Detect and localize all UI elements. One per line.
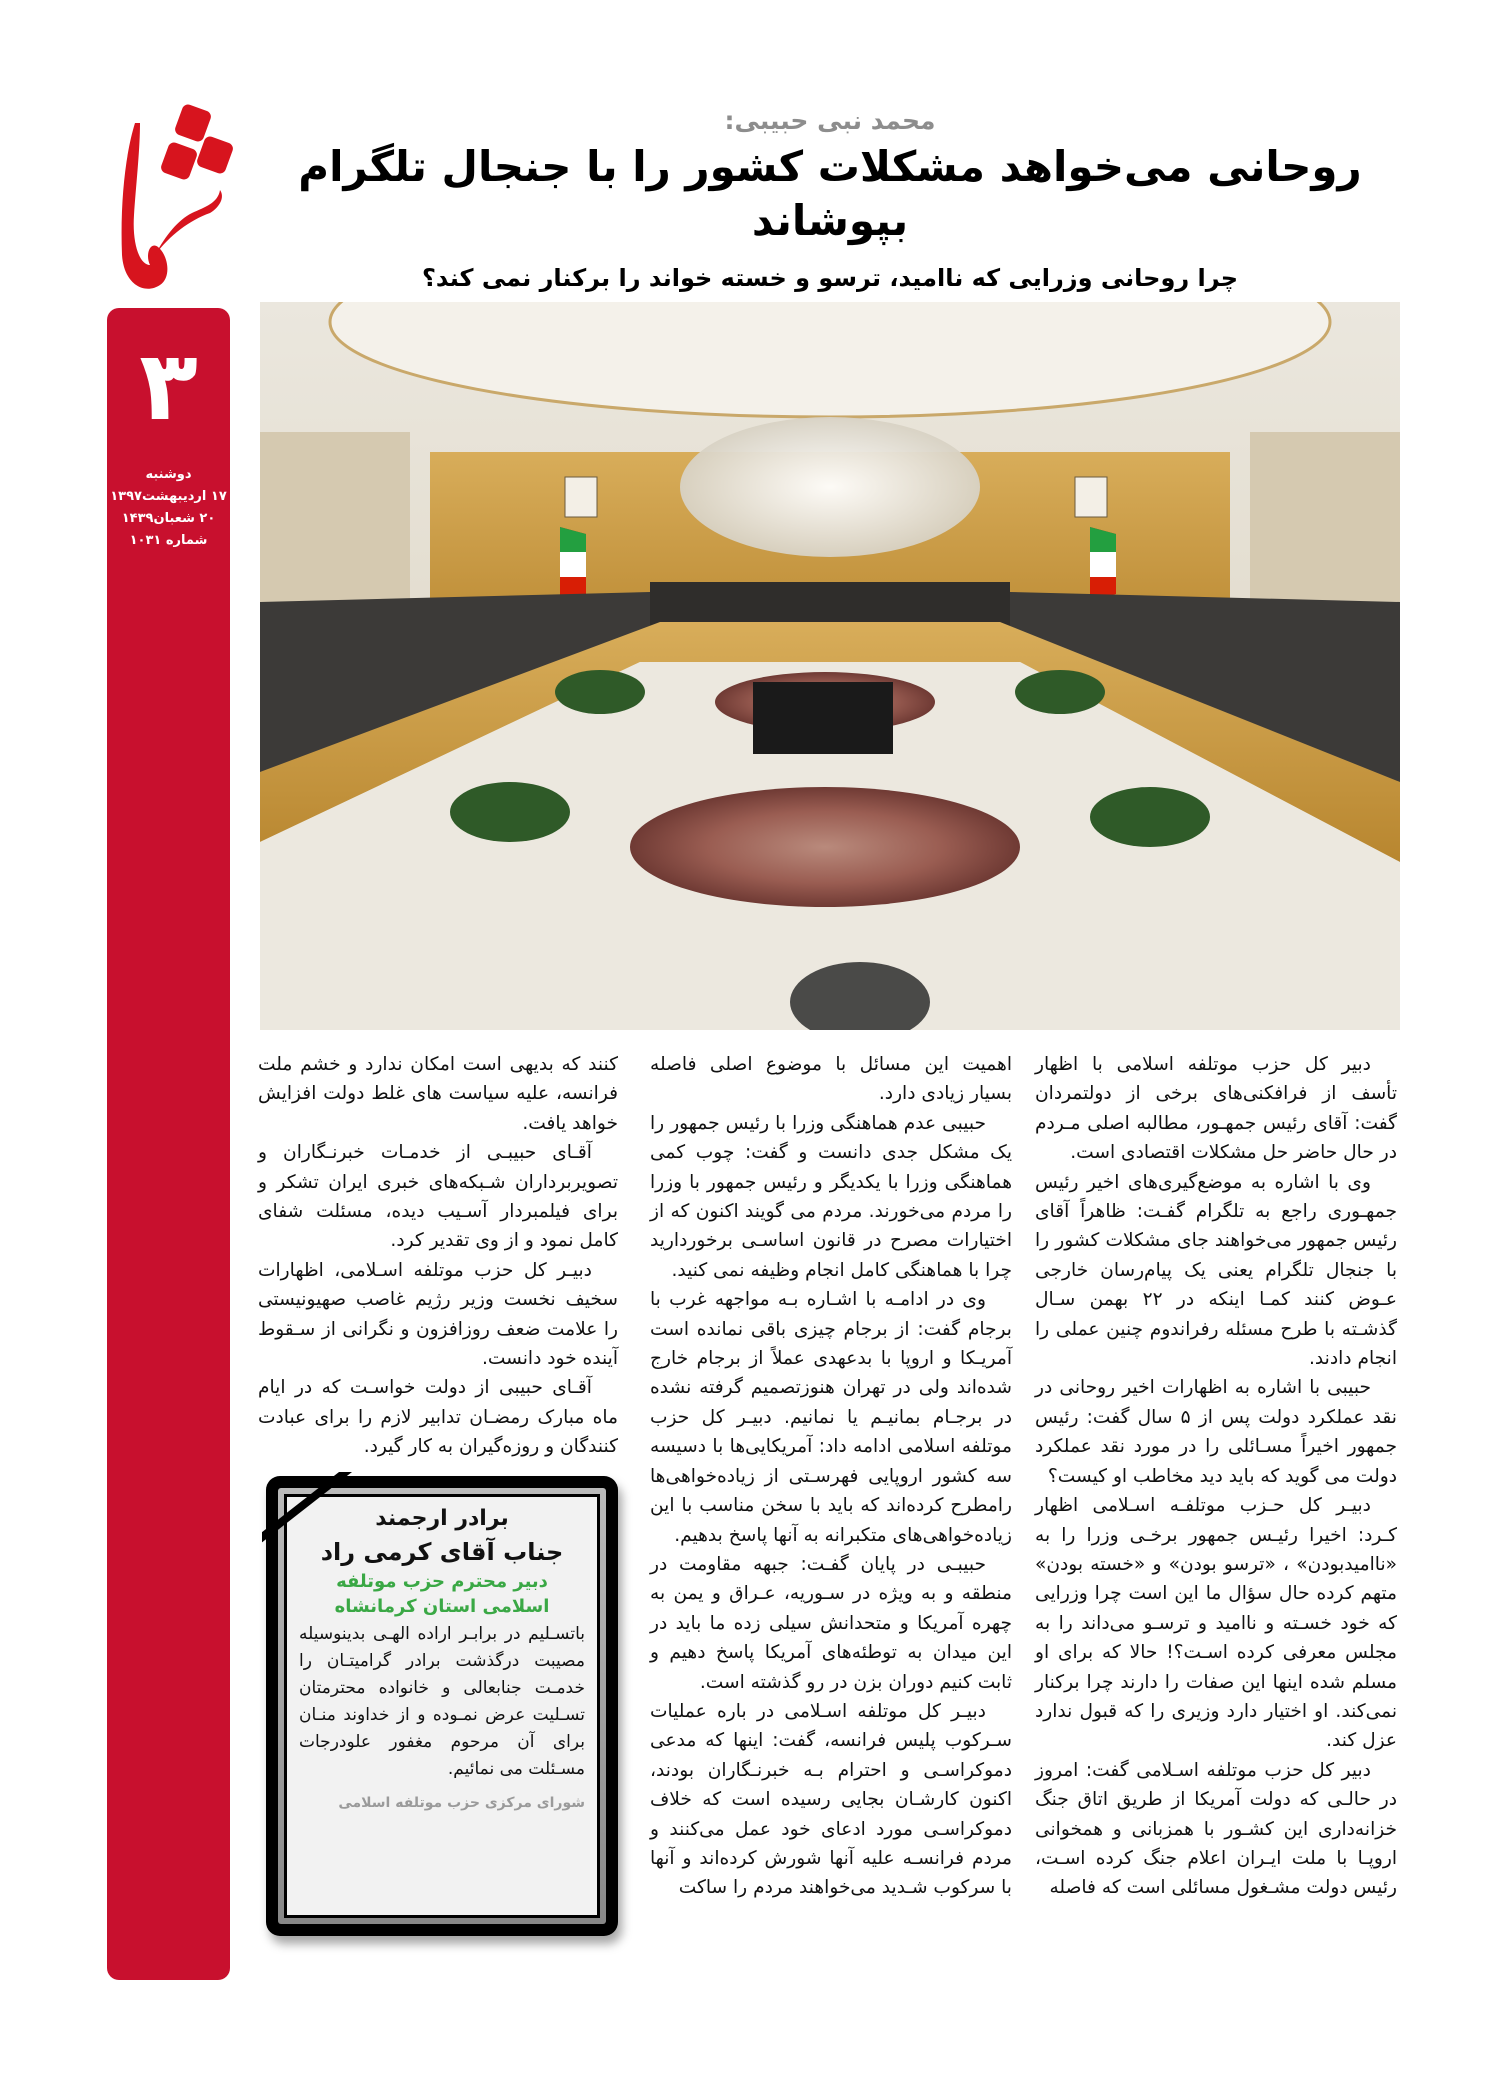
article-column-middle <box>650 1050 1012 1903</box>
article-column-right <box>1035 1050 1397 1903</box>
condolence-position-1: دبیر محترم حزب موتلفه <box>336 1570 548 1592</box>
article-heading-block <box>260 104 1400 294</box>
article-subhead: چرا روحانی وزرایی که ناامید، ترسو و خسته خواند را برکنار نمی کند؟ <box>421 264 1239 292</box>
paragraph: وی با اشاره به موضع‌گیری‌های اخیر رئیس جمهـوری راجع به تلگرام گفـت: ظاهراً آقای رئیس جمهور می‌خواهند جای مشکلات کشور را با جنجال تلگرام یعنی یک پیام‌رسان خارجی عـوض کنند کمـا اینکه در ۲۲ بهمن سـال گذشـته با طرح مسئله رفراندوم چنین عملی را انجام دادند. <box>1035 1171 1397 1370</box>
cabinet-meeting-photo <box>260 302 1400 1030</box>
paragraph: حبیبی با اشاره به اظهارات اخیر روحانی در نقد عملکرد دولت پس از ۵ سال گفت: رئیس جمهور اخیراً مسـائلی را در مورد نقد عملکرد دولت می گوید که باید دید مخاطب او کیست؟ <box>1035 1377 1397 1487</box>
paragraph: وی در ادامـه با اشـاره بـه مواجهه غرب با برجام گفت: از برجام چیزی باقی نمانده است آمریـکا و اروپا با بدعهدی عملاً از برجام خارج شده‌اند ولی در تهران هنوزتصمیم گرفته نشده در برجـام بمانیـم یا نمانیم. دبیـر کل حزب موتلفه اسلامی ادامه داد: آمریکایی‌ها با دسیسه سه کشور اروپایی فهرسـتی از زیاده‌خواهی‌ها رامطرح کرده‌اند که باید با سخن مناسب با این زیاده‌خواهی‌های متکبرانه به آنها پاسخ بدهیم. <box>650 1289 1012 1546</box>
paragraph: اهمیت این مسائل با موضوع اصلی فاصله بسیار زیادی دارد. <box>650 1054 1012 1105</box>
shoma-logo <box>100 95 240 300</box>
paragraph: کنند که بدیهی است امکان ندارد و خشم ملت فرانسه، علیه سیاست های غلط دولت افزایش خواهد یافت. <box>258 1054 618 1134</box>
paragraph: دبیر کل حزب موتلفه اسـلامی گفت: امروز در حالـی که دولت آمریکا از طریق اتاق جنگ خزانه‌داری این کشـور با همزبانی و همخوانی اروپـا با ملت ایـران اعلام جنگ کرده اسـت، رئیس دولت مشـغول مسائلی است که فاصله <box>1035 1759 1397 1899</box>
condolence-signature: شورای مرکزی حزب موتلفه اسلامی <box>338 1794 585 1811</box>
paragraph: حبیبـی در پایان گفـت: جبهه مقاومت در منطقه و به ویژه در سـوریه، عـراق و یمن به چهره آمریکا و متحدانش سیلی زده ما باید در این میدان به توطئه‌های آمریکا پاسخ دهیم و ثابت کنیم دوران بزن در رو گذشته است. <box>650 1553 1012 1693</box>
condolence-title-2: جناب آقای کرمی راد <box>320 1537 564 1566</box>
condolence-position-2: اسلامی استان کرمانشاه <box>334 1595 550 1617</box>
paragraph: آقـای حبیبـی از خدمـات خبرنـگاران و تصویربرداران شـبکه‌های خبری ایران تشکر و برای فیلمبردار آسـیب دیده، مسئلت شفای کامل نمود و از وی تقدیر کرد. <box>258 1142 618 1252</box>
issue-meta <box>107 464 230 552</box>
paragraph: آقـای حبیبی از دولت خواسـت که در ایام ماه مبارک رمضـان تدابیر لازم را برای عبادت کنندگان و روزه‌گیران به کار گیرد. <box>258 1377 618 1458</box>
condolence-notice <box>266 1476 618 1936</box>
condolence-title-1: برادر ارجمند <box>375 1505 509 1531</box>
paragraph: حبیبی عدم هماهنگی وزرا با رئیس جمهور را یک مشکل جدی دانست و گفت: چوب کمی هماهنگی وزرا با یکدیگر و رئیس جمهور با وزرا را مردم می‌خورند. مردم می گویند اکنون که از اختیارات مصرح در قانون اساسـی برخوردارید چرا با هماهنگی کامل انجام وظیفه نمی کنید. <box>650 1112 1012 1281</box>
condolence-body: باتسـلیم در برابـر اراده الهـی بدینوسیله مصیبت درگذشت برادر گرامیتـان را خدمـت جنابعالی و خانواده محترمتان تسـلیت عرض نمـوده و از خداوند منـان برای آن مرحوم مغفور علودرجات مسـئلت می نمائیم. <box>299 1623 585 1779</box>
paragraph: دبیـر کل موتلفه اسـلامی در باره عملیات سـرکوب پلیس فرانسه، گفت: اینها که مدعی دموکراسـی و احترام بـه خبرنـگاران بودند، اکنون کارشـان بجایی رسیده است که خلاف دموکراسـی مورد ادعای خود عمل می‌کنند و مردم فرانسـه علیه آنها شورش کرده‌اند و آنها با سرکوب شـدید می‌خواهند مردم را ساکت <box>650 1700 1012 1899</box>
article-kicker: محمد نبی حبیبی: <box>724 106 936 135</box>
mourning-ribbon-icon <box>262 1472 352 1562</box>
date-solar: ۱۷ اردیبهشت۱۳۹۷ <box>110 489 227 504</box>
issue-sidebar <box>107 308 230 1980</box>
date-lunar: ۲۰ شعبان۱۴۳۹ <box>121 511 216 526</box>
paragraph: دبیـر کل حزب موتلفه اسـلامی، اظهارات سخیف نخست وزیر رژیم غاصب صهیونیستی را علامت ضعف روزافزون و نگرانی از سـقوط آینده خود دانست. <box>258 1259 618 1370</box>
issue-number: شماره ۱۰۳۱ <box>129 533 208 548</box>
paragraph: دبیر کل حزب موتلفه اسلامی با اظهار تأسف از فرافکنی‌های برخی از دولتمردان گفت: آقای رئیس جمهـور، مطالبه اصلی مـردم در حال حاضر حل مشکلات اقتصادی است. <box>1035 1054 1397 1164</box>
page-number: ۳ <box>139 330 198 442</box>
paragraph: دبیـر کل حـزب موتلفـه اسـلامی اظهار کـرد: اخیرا رئیـس جمهور برخـی وزرا را به «ناامیدبودن» ، «ترسو بودن» و «خسته بودن» متهم کرده حال سؤال ما این است چرا وزرایی که خود خسـته و ناامید و ترسـو می‌داند را به مجلس معرفی کرده اسـت؟! حالا که برای او مسلم شده اینها این صفات را دارند چرا برکنار نمی‌کند. او اختیار دارد وزیری را که قبول ندارد عزل کند. <box>1035 1495 1397 1752</box>
weekday: دوشنبه <box>145 467 192 482</box>
article-headline: روحانی می‌خواهد مشکلات کشور را با جنجال تلگرام بپوشاند <box>298 142 1362 245</box>
article-column-left <box>258 1050 618 1936</box>
